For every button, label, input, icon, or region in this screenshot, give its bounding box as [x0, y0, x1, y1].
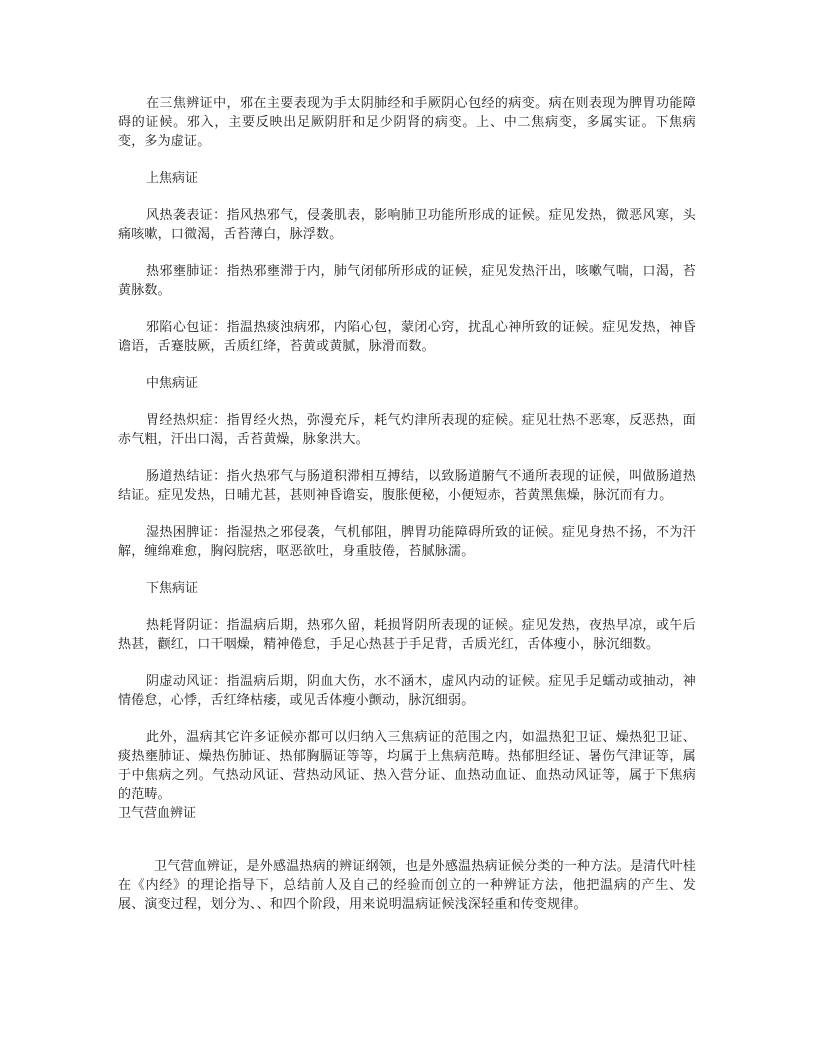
heat-obstructing-lung-paragraph: 热邪壅肺证：指热邪壅滞于内，肺气闭郁所形成的证候，症见发热汗出，咳嗽气喘，口渴，苔黄脉数。 [118, 264, 696, 298]
weiqi-intro-paragraph: 卫气营血辨证，是外感温热病的辨证纲领，也是外感温热病证候分类的一种方法。是清代叶桂在《内经》的理论指导下，总结前人及自己的经验而创立的一种辨证方法，他把温病的产生、发展、演变过程，划分为、、和四个阶段，用来说明温病证候浅深轻重和传变规律。 [118, 859, 696, 912]
damp-heat-spleen-paragraph: 湿热困脾证：指湿热之邪侵袭，气机郁阻，脾胃功能障碍所致的证候。症见身热不扬，不为汗解，缠绵难愈，胸闷脘痞，呕恶欲吐，身重肢倦，苔腻脉濡。 [118, 525, 696, 559]
wind-heat-exterior-paragraph: 风热袭表证：指风热邪气，侵袭肌表，影响肺卫功能所形成的证候。症见发热，微恶风寒，头痛咳嗽，口微渴，舌苔薄白，脉浮数。 [118, 208, 696, 242]
document-page [118, 94, 696, 914]
upper-jiao-heading: 上焦病证 [146, 171, 199, 186]
yin-deficiency-wind-paragraph: 阴虚动风证：指温病后期，阴血大伤，水不涵木，虚风内动的证候。症见手足蠕动或抽动，神情倦怠，心悸，舌红绛枯痿，或见舌体瘦小颤动，脉沉细弱。 [118, 674, 696, 708]
intestinal-heat-paragraph: 肠道热结证：指火热邪气与肠道积滞相互搏结，以致肠道腑气不通所表现的证候，叫做肠道热结证。症见发热，日晡尤甚，甚则神昏谵妄，腹胀便秘，小便短赤，苔黄黑焦燥，脉沉而有力。 [118, 469, 696, 503]
middle-jiao-heading: 中焦病证 [146, 376, 199, 391]
closing-paragraph: 此外，温病其它许多证候亦都可以归纳入三焦病证的范围之内，如温热犯卫证、燥热犯卫证、痰热壅肺证、燥热伤肺证、热郁胸膈证等等，均属于上焦病范畴。热郁胆经证、暑伤气津证等，属于中焦病之列。气热动风证、营热动风证、热入营分证、血热动血证、血热动风证等，属于下焦病的范畴。 [118, 730, 696, 802]
weiqi-section-title: 卫气营血辨证 [118, 806, 197, 821]
sanjiao-intro-paragraph: 在三焦辨证中，邪在主要表现为手太阴肺经和手厥阴心包经的病变。病在则表现为脾胃功能障碍的证候。邪入，主要反映出足厥阴肝和足少阴肾的病变。上、中二焦病变，多属实证。下焦病变，多为虚证。 [118, 96, 696, 149]
pericardium-invasion-paragraph: 邪陷心包证：指温热痰浊病邪，内陷心包，蒙闭心窍，扰乱心神所致的证候。症见发热，神昏谵语，舌蹇肢厥，舌质红绛，苔黄或黄腻，脉滑而数。 [118, 320, 696, 354]
kidney-yin-paragraph: 热耗肾阴证：指温病后期，热邪久留，耗损肾阴所表现的证候。症见发热，夜热早凉，或午后热甚，颧红，口干咽燥，精神倦怠，手足心热甚于手足背，舌质光红，舌体瘦小，脉沉细数。 [118, 618, 696, 652]
lower-jiao-heading: 下焦病证 [146, 581, 199, 596]
stomach-heat-paragraph: 胃经热炽症：指胃经火热，弥漫充斥，耗气灼津所表现的症候。症见壮热不恶寒，反恶热，面赤气粗，汗出口渴，舌苔黄燥，脉象洪大。 [118, 413, 696, 447]
section-spacer [118, 823, 696, 857]
